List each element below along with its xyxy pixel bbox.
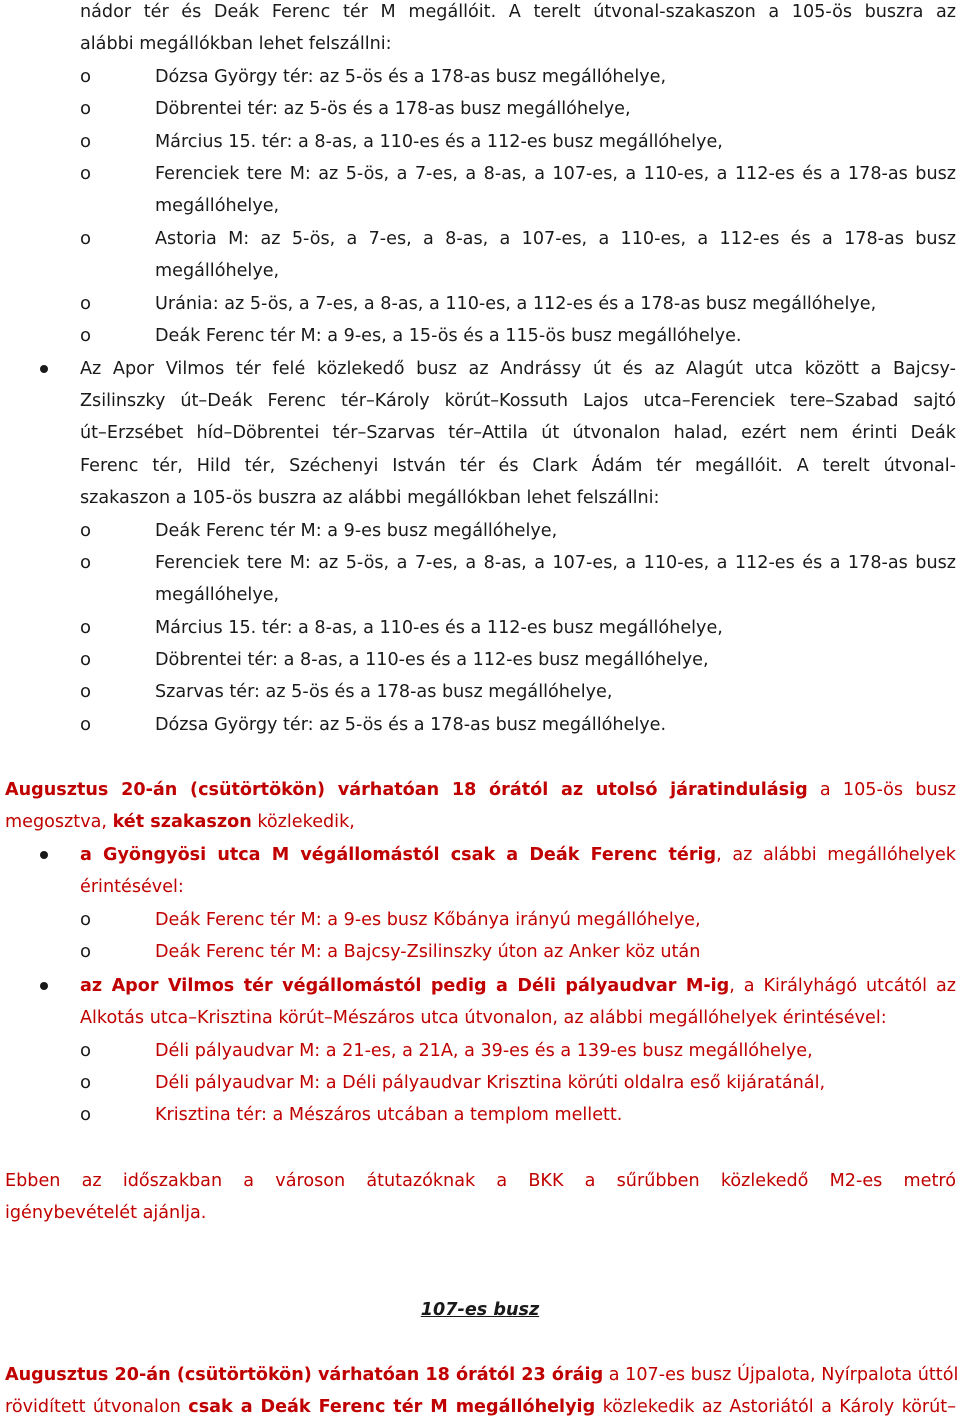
sub-bullet-marker: o (80, 681, 92, 702)
list-item: Március 15. tér: a 8-as, a 110-es és a 112-es busz megállóhelye, (155, 618, 723, 638)
body-text-line: nádor tér és Deák Ferenc tér M megállóit. A terelt útvonal-szakaszon a 105-ös buszra az (80, 2, 956, 22)
sub-bullet-marker: o (80, 98, 92, 119)
sub-bullet-marker: o (80, 131, 92, 152)
list-item: Ferenciek tere M: az 5-ös, a 7-es, a 8-as, a 107-es, a 110-es, a 112-es és a 178-as busz (155, 553, 956, 573)
notice-bold: a Gyöngyösi utca M végállomástól csak a Deák Ferenc térig (80, 845, 717, 865)
sub-bullet-marker: o (80, 293, 92, 314)
notice-bold: Augusztus 20-án (csütörtökön) várhatóan 18 órától az utolsó járatindulásig (5, 780, 808, 800)
bullet-icon (40, 851, 48, 859)
bullet-icon (40, 982, 48, 990)
body-text-line: alábbi megállókban lehet felszállni: (80, 34, 392, 54)
notice-line (80, 974, 956, 998)
sub-bullet-marker: o (80, 325, 92, 346)
notice-text: megosztva, (5, 812, 113, 832)
list-item-cont: megállóhelye, (155, 196, 280, 216)
sub-bullet-marker: o (80, 163, 92, 184)
notice-line (5, 778, 956, 802)
notice-line (5, 1363, 959, 1387)
sub-bullet-marker: o (80, 520, 92, 541)
notice-line (5, 810, 355, 834)
list-item: Deák Ferenc tér M: a Bajcsy-Zsilinszky úton az Anker köz után (155, 942, 701, 962)
sub-bullet-marker: o (80, 617, 92, 638)
list-item: Dózsa György tér: az 5-ös és a 178-as busz megállóhelye. (155, 715, 667, 735)
list-item: Déli pályaudvar M: a Déli pályaudvar Krisztina körúti oldalra eső kijáratánál, (155, 1073, 826, 1093)
body-text-line: Az Apor Vilmos tér felé közlekedő busz az Andrássy út és az Alagút utca között a Bajcsy- (80, 359, 956, 379)
notice-text: , az alábbi megállóhelyek (716, 845, 956, 865)
notice-text: közlekedik az Astoriától a Károly körút– (595, 1397, 956, 1417)
notice-line (80, 843, 956, 867)
list-item: Astoria M: az 5-ös, a 7-es, a 8-as, a 107-es, a 110-es, a 112-es és a 178-as busz (155, 229, 956, 249)
notice-line: igénybevételét ajánlja. (5, 1203, 207, 1223)
notice-line (5, 1395, 956, 1419)
notice-line: érintésével: (80, 877, 184, 897)
sub-bullet-marker: o (80, 66, 92, 87)
body-text-line: szakaszon a 105-ös buszra az alábbi megállókban lehet felszállni: (80, 488, 660, 508)
list-item: Ferenciek tere M: az 5-ös, a 7-es, a 8-as, a 107-es, a 110-es, a 112-es és a 178-as busz (155, 164, 956, 184)
sub-bullet-marker: o (80, 1072, 92, 1093)
notice-bold: Augusztus 20-án (csütörtökön) várhatóan 18 órától 23 óráig (5, 1365, 604, 1385)
list-item: Déli pályaudvar M: a 21-es, a 21A, a 39-es és a 139-es busz megállóhelye, (155, 1041, 813, 1061)
list-item: Döbrentei tér: a 8-as, a 110-es és a 112-es busz megállóhelye, (155, 650, 709, 670)
list-item: Szarvas tér: az 5-ös és a 178-as busz megállóhelye, (155, 682, 613, 702)
list-item-cont: megállóhelye, (155, 261, 280, 281)
sub-bullet-marker: o (80, 1040, 92, 1061)
sub-bullet-marker: o (80, 552, 92, 573)
notice-text: , a Királyhágó utcától az (729, 976, 957, 996)
list-item: Dózsa György tér: az 5-ös és a 178-as busz megállóhelye, (155, 67, 667, 87)
list-item: Március 15. tér: a 8-as, a 110-es és a 112-es busz megállóhelye, (155, 132, 723, 152)
sub-bullet-marker: o (80, 714, 92, 735)
list-item: Deák Ferenc tér M: a 9-es busz Kőbánya irányú megállóhelye, (155, 910, 701, 930)
list-item: Deák Ferenc tér M: a 9-es, a 15-ös és a 115-ös busz megállóhelye. (155, 326, 742, 346)
bullet-icon (40, 365, 48, 373)
notice-line: Alkotás utca–Krisztina körút–Mészáros utca útvonalon, az alábbi megállóhelyek érintésével: (80, 1008, 887, 1028)
sub-bullet-marker: o (80, 649, 92, 670)
body-text-line: út–Erzsébet híd–Döbrentei tér–Szarvas tér–Attila út útvonalon halad, ezért nem érinti Deák (80, 423, 956, 443)
notice-line: Ebben az időszakban a városon átutazóknak a BKK a sűrűbben közlekedő M2-es metró (5, 1171, 956, 1191)
notice-text: rövidített útvonalon (5, 1397, 189, 1417)
list-item-cont: megállóhelye, (155, 585, 280, 605)
notice-text: közlekedik, (251, 812, 355, 832)
sub-bullet-marker: o (80, 228, 92, 249)
sub-bullet-marker: o (80, 941, 92, 962)
sub-bullet-marker: o (80, 1104, 92, 1125)
notice-text: a 107-es busz Újpalota, Nyírpalota úttól (603, 1365, 959, 1385)
body-text-line: Ferenc tér, Hild tér, Széchenyi István tér és Clark Ádám tér megállóit. A terelt útvonal- (80, 456, 956, 476)
section-heading: 107-es busz (420, 1300, 540, 1320)
notice-bold: csak a Deák Ferenc tér M megállóhelyig (188, 1397, 596, 1417)
sub-bullet-marker: o (80, 909, 92, 930)
list-item: Döbrentei tér: az 5-ös és a 178-as busz megállóhelye, (155, 99, 631, 119)
notice-bold: két szakaszon (112, 812, 252, 832)
list-item: Krisztina tér: a Mészáros utcában a templom mellett. (155, 1105, 623, 1125)
notice-bold: az Apor Vilmos tér végállomástól pedig a Déli pályaudvar M-ig (80, 976, 730, 996)
list-item: Uránia: az 5-ös, a 7-es, a 8-as, a 110-es, a 112-es és a 178-as busz megállóhelye, (155, 294, 877, 314)
list-item: Deák Ferenc tér M: a 9-es busz megállóhelye, (155, 521, 558, 541)
notice-text: a 105-ös busz (807, 780, 957, 800)
body-text-line: Zsilinszky út–Deák Ferenc tér–Károly körút–Kossuth Lajos utca–Ferenciek tere–Szabad sajtó (80, 391, 956, 411)
